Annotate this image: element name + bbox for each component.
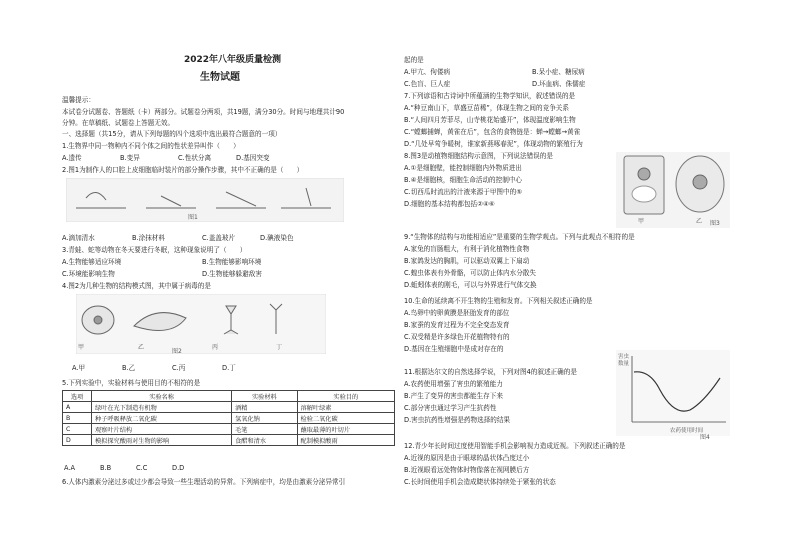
question-stem: 5.下列实验中，实验材料与使用目的不相符的是: [62, 379, 201, 387]
option: B.近视眼看远处物体时物像落在视网膜后方: [404, 466, 530, 474]
figure-caption: 图1: [188, 214, 198, 221]
option: C.长时间使用手机会造成睫状体持续处于紧张的状态: [404, 478, 556, 486]
option: A.农药使用增强了害虫的繁殖能力: [404, 380, 503, 388]
figure-label: 乙: [138, 344, 145, 351]
option: D.害虫抗药性增强是药物选择的结果: [404, 416, 511, 424]
subject-title: 生物试题: [200, 72, 240, 83]
table-header: 选项: [63, 391, 92, 402]
option: A.生物能够适应环境: [62, 258, 122, 266]
table-cell: 模拟探究酸雨对生物的影响: [92, 435, 232, 446]
figure-3-illustration: [616, 152, 730, 228]
option: A.①是细胞壁，能控制细胞内外物质进出: [404, 164, 522, 172]
option: D.“几处早莺争暖树，谁家新燕啄春泥”，体现动物的繁殖行为: [404, 140, 583, 148]
table-cell: 食醋和清水: [232, 435, 297, 446]
option: B.“人间四月芳菲尽，山寺桃花始盛开”，体现温度影响生物: [404, 116, 576, 124]
table-cell: 毛笔: [232, 424, 297, 435]
figure-caption: 图4: [700, 434, 710, 441]
table-cell: B: [63, 413, 92, 424]
option: C.蝗虫体表有外骨骼，可以防止体内水分散失: [404, 269, 536, 277]
option: B.生物能够影响环境: [202, 258, 262, 266]
exam-title: 2022年八年级质量检测: [184, 55, 282, 65]
figure-label: 丙: [212, 344, 219, 351]
figure-label: 丁: [276, 344, 283, 351]
table-cell: A: [63, 402, 92, 413]
option: B.④是细胞核，细胞生命活动的控制中心: [404, 176, 523, 184]
question-stem: 7.下列谚语和古诗词中所蕴涵的生物学知识，叙述错误的是: [404, 92, 576, 100]
option: B.家鸽发达的胸肌，可以驱动双翼上下扇动: [404, 257, 530, 265]
figure-caption: 图2: [172, 348, 182, 355]
question-stem: 3.青蛙、蛇等动物在冬天要进行冬眠，这种现象说明了（ ）: [62, 246, 247, 254]
question-stem: 2.图1为制作人的口腔上皮细胞临时装片的部分操作步骤，其中不正确的是（ ）: [62, 166, 304, 174]
option: D.基因在生殖细胞中是成对存在的: [404, 345, 504, 353]
table-row: [63, 413, 395, 424]
option: D.生物能够躲避敌害: [202, 270, 262, 278]
option: A.家兔的盲肠粗大，有利于消化植物性食物: [404, 245, 530, 253]
table-cell: 观察叶片结构: [92, 424, 232, 435]
figure-label: 甲: [78, 344, 85, 351]
question-stem: 6.人体内激素分泌过多或过少都会导致一些生理活动的异常。下列病症中，均是由激素分泌异常引: [62, 478, 346, 486]
option: A.滴加清水: [62, 234, 95, 242]
table-cell: 绿叶在光下制造有机物: [92, 402, 232, 413]
option: B.变异: [120, 154, 140, 162]
figure-1-illustration: [66, 178, 344, 222]
option: D.坏血病、侏儒症: [532, 80, 586, 88]
axis-label-y: 害虫数量: [618, 354, 630, 367]
table-cell: 蘸取最薄的叶切片: [297, 424, 394, 435]
table-row: [63, 424, 395, 435]
table-header-row: [63, 391, 395, 402]
question-stem: 8.图3是动植物细胞结构示意图，下列说法错误的是: [404, 152, 553, 160]
question-stem: 1.生物界中同一物种内不同个体之间的性状差异叫作（ ）: [62, 142, 240, 150]
option: B.呆小症、糖尿病: [532, 68, 585, 76]
table-cell: D: [63, 435, 92, 446]
option: B.涂抹材料: [132, 234, 165, 242]
option: C.部分害虫通过学习产生抗药性: [404, 404, 497, 412]
option: C.性状分离: [178, 154, 212, 162]
option: C.C: [136, 464, 148, 472]
question-stem: 9.“生物体的结构与功能相适应”是重要的生物学观点。下列与此观点不相符的是: [404, 233, 635, 241]
notes-heading: 温馨提示：: [62, 96, 95, 104]
option: A.A: [64, 464, 76, 472]
option: A.甲亢、佝偻病: [404, 68, 451, 76]
option: B.产生了变异的害虫都能生存下来: [404, 392, 503, 400]
axis-label-x: 农药使用时间: [670, 428, 704, 434]
option: D.细胞的基本结构都包括②④⑥: [404, 200, 495, 208]
option: A.“种豆南山下，草盛豆苗稀”，体现生物之间的竞争关系: [404, 104, 569, 112]
table-cell: 种子呼吸释放二氧化碳: [92, 413, 232, 424]
table-cell: C: [63, 424, 92, 435]
option: D.丁: [222, 364, 236, 372]
option: B.家蚕的发育过程为不完全变态发育: [404, 321, 510, 329]
table-cell: 溶解叶绿素: [297, 402, 394, 413]
question-stem: 起的是: [404, 56, 424, 64]
figure-4-graph: [616, 350, 730, 436]
option: A.甲: [72, 364, 86, 372]
section-heading: 一、选择题（共15分，请从下列每题的四个选项中选出最符合题意的一项）: [62, 130, 282, 138]
option: A.遗传: [62, 154, 82, 162]
table-cell: 配制模拟酸雨: [297, 435, 394, 446]
table-row: [63, 435, 395, 446]
option: A.近视的原因是由于眼球的晶状体凸度过小: [404, 454, 530, 462]
figure-label: 乙: [696, 218, 703, 225]
notes-line: 本试卷分试题卷、答题纸（卡）两部分。试题卷分两项，共19题，满分30分。时间与地理共计90: [62, 108, 345, 116]
option: C.色盲、巨人症: [404, 80, 451, 88]
option: C.“螳螂捕蝉，黄雀在后”，包含的食物链是：蝉→螳螂→黄雀: [404, 128, 581, 136]
option: C.环境能影响生物: [62, 270, 115, 278]
option: B.B: [100, 464, 112, 472]
experiment-table: [62, 390, 395, 446]
table-header: 实验材料: [232, 391, 297, 402]
option: D.基因突变: [236, 154, 270, 162]
option: C.丙: [172, 364, 186, 372]
table-cell: 检验二氧化碳: [297, 413, 394, 424]
table-cell: 酒精: [232, 402, 297, 413]
option: B.乙: [122, 364, 136, 372]
question-stem: 4.图2为几种生物的结构模式图，其中属于病毒的是: [62, 282, 211, 290]
question-stem: 11.根据达尔文的自然选择学说，下列对图4的叙述正确的是: [404, 368, 577, 376]
question-stem: 12.青少年长时间过度使用智能手机会影响视力造成近视。下列叙述正确的是: [404, 442, 626, 450]
figure-label: 甲: [638, 218, 645, 225]
figure-2-illustration: [76, 294, 326, 354]
option: A.鸟卵中的卵黄膜是胚胎发育的部位: [404, 309, 510, 317]
figure-caption: 图3: [710, 220, 720, 227]
table-row: [63, 402, 395, 413]
table-header: 实验目的: [297, 391, 394, 402]
question-stem: 10.生命的延续离不开生物的生殖和发育。下列相关叙述正确的是: [404, 297, 593, 305]
option: C.切西瓜时流出的汁液来源于甲图中的⑤: [404, 188, 523, 196]
option: D.碘液染色: [260, 234, 294, 242]
option: C.盖盖玻片: [202, 234, 236, 242]
option: D.蚯蚓体表的刚毛，可以与外界进行气体交换: [404, 281, 537, 289]
option: D.D: [172, 464, 185, 472]
option: C.双受精是许多绿色开花植物特有的: [404, 333, 510, 341]
notes-line: 分钟。在草稿纸、试题卷上答题无效。: [62, 119, 175, 127]
table-cell: 氢氧化钠: [232, 413, 297, 424]
table-header: 实验名称: [92, 391, 232, 402]
